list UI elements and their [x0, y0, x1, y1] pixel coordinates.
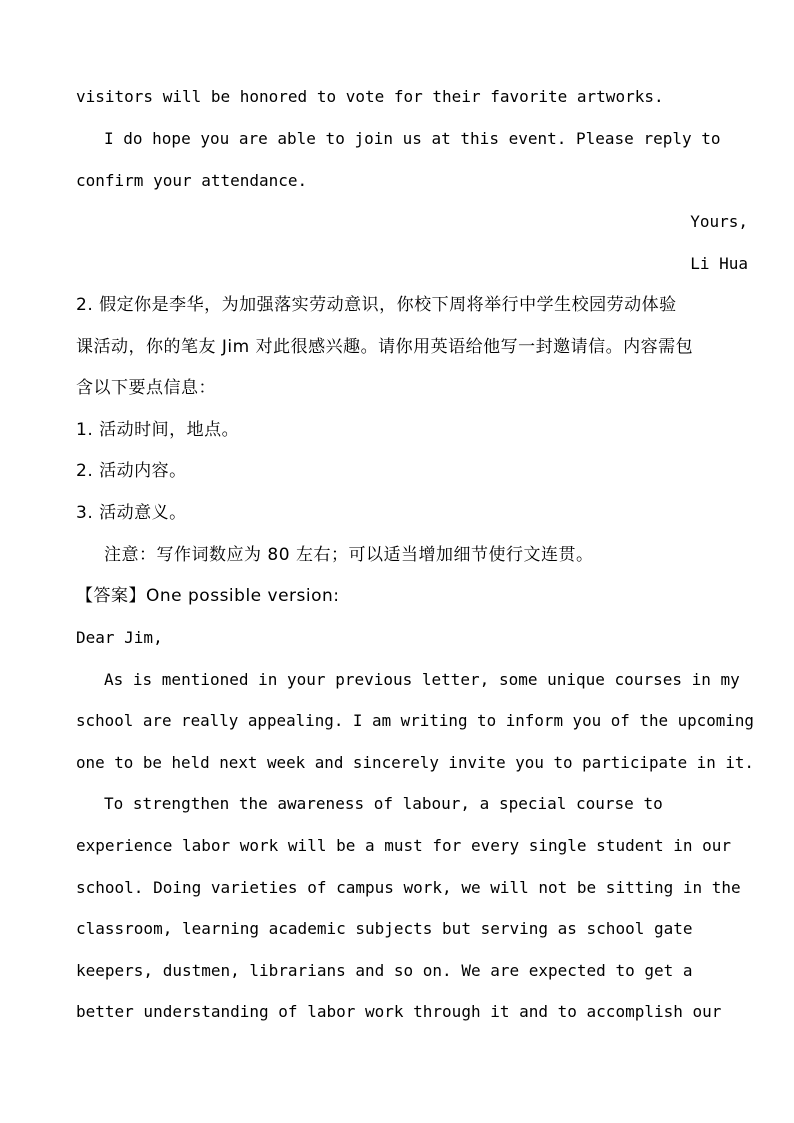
answer-text-line: better understanding of labor work through it and to accomplish our — [76, 1002, 722, 1021]
question-point: 3. 活动意义。 — [76, 503, 187, 523]
question-point: 2. 活动内容。 — [76, 461, 187, 481]
letter-text-line: visitors will be honored to vote for their favorite artworks. — [76, 87, 664, 106]
answer-text-line: experience labor work will be a must for every single student in our — [76, 836, 732, 855]
answer-text-line: As is mentioned in your previous letter, some unique courses in my — [104, 670, 740, 689]
answer-text-line: school are really appealing. I am writing to inform you of the upcoming — [76, 711, 754, 730]
letter-signature: Li Hua — [690, 254, 748, 273]
answer-text-line: school. Doing varieties of campus work, we will not be sitting in the — [76, 878, 741, 897]
letter-closing: Yours, — [690, 212, 748, 231]
question-prompt-line: 2. 假定你是李华，为加强落实劳动意识，你校下周将举行中学生校园劳动体验 — [76, 295, 677, 315]
question-note: 注意：写作词数应为 80 左右；可以适当增加细节使行文连贯。 — [104, 545, 594, 565]
answer-text-line: To strengthen the awareness of labour, a special course to — [104, 794, 663, 813]
letter-text-line: confirm your attendance. — [76, 171, 308, 190]
question-prompt-line: 含以下要点信息： — [76, 378, 216, 398]
answer-text-line: classroom, learning academic subjects but serving as school gate — [76, 919, 693, 938]
question-point: 1. 活动时间，地点。 — [76, 420, 240, 440]
question-prompt-line: 课活动，你的笔友 Jim 对此很感兴趣。请你用英语给他写一封邀请信。内容需包 — [76, 337, 694, 357]
answer-heading: 【答案】One possible version: — [76, 586, 340, 606]
answer-text-line: keepers, dustmen, librarians and so on. We are expected to get a — [76, 961, 693, 980]
letter-text-line: I do hope you are able to join us at this event. Please reply to — [104, 129, 721, 148]
answer-salutation: Dear Jim, — [76, 628, 163, 647]
answer-text-line: one to be held next week and sincerely invite you to participate in it. — [76, 753, 754, 772]
